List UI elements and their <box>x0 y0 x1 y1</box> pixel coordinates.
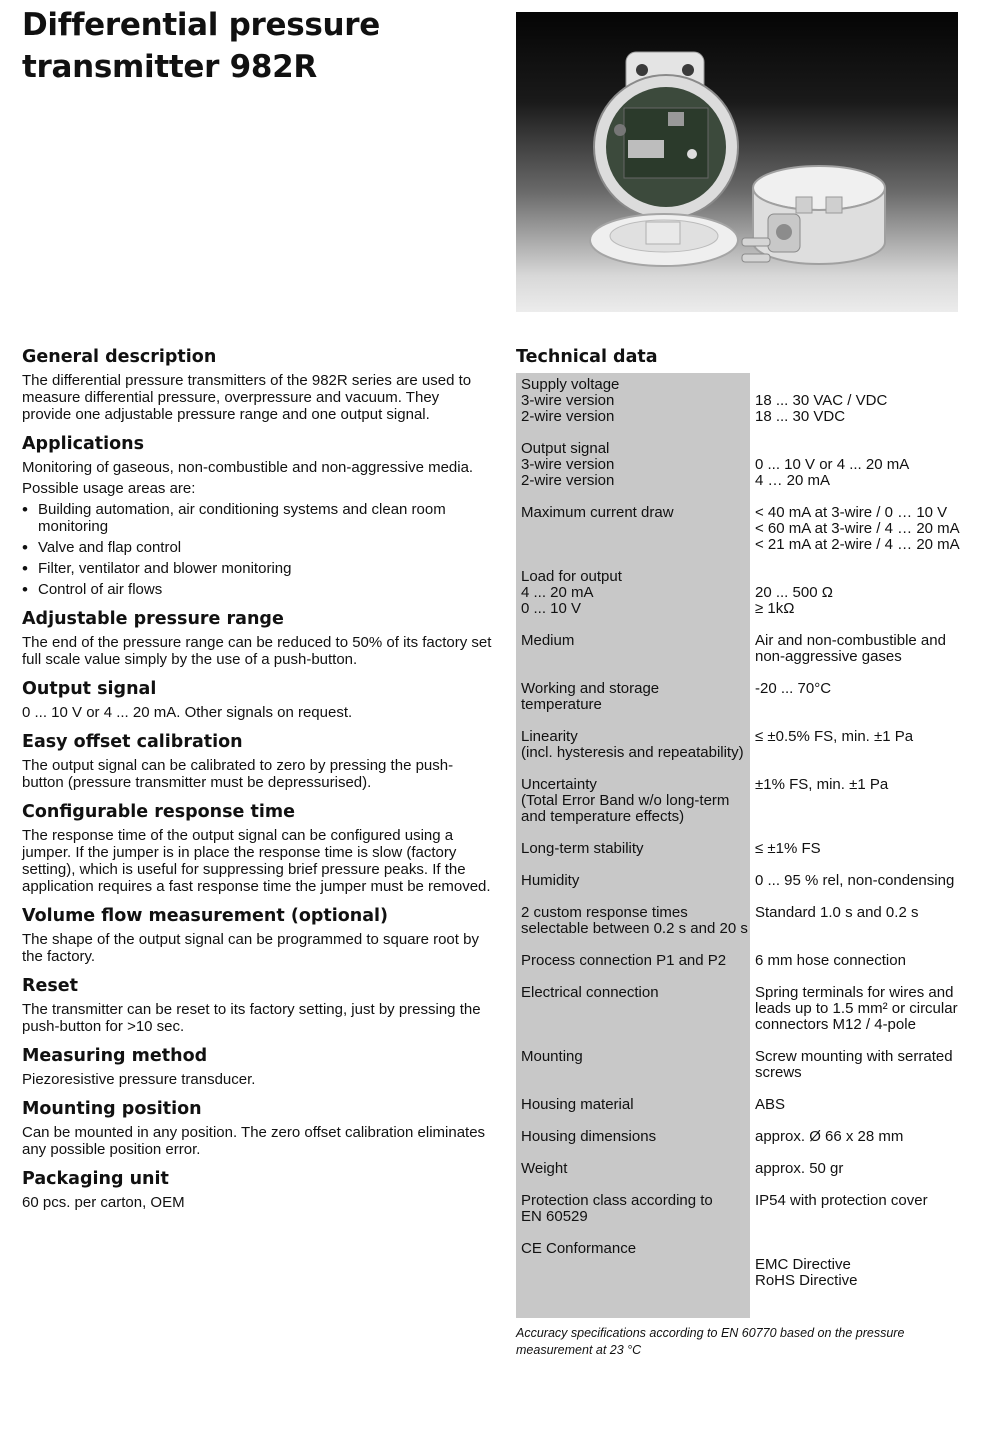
spec-value <box>750 729 976 777</box>
spec-label <box>516 777 750 841</box>
spec-label-line: EN 60529 <box>521 1208 588 1225</box>
product-illustration <box>516 12 958 312</box>
section-text: Monitoring of gaseous, non-combustible and non-aggressive media. <box>22 459 474 476</box>
spec-label <box>516 841 750 873</box>
table-row <box>516 729 976 777</box>
list-item: • Valve and flap control <box>22 539 492 556</box>
spec-value-line: RoHS Directive <box>755 1272 858 1289</box>
spec-label-line: Maximum current draw <box>521 504 674 521</box>
spec-value-line: ±1% FS, min. ±1 Pa <box>755 776 889 793</box>
spec-label-line: Uncertainty <box>521 776 597 793</box>
spec-label <box>516 905 750 953</box>
adjustable-range-section <box>22 608 492 668</box>
spec-label <box>516 569 750 633</box>
general-description-section <box>22 346 492 423</box>
spec-label-line: CE Conformance <box>521 1240 637 1257</box>
spec-label-line: Long-term stability <box>521 840 644 857</box>
section-heading: Applications <box>22 434 145 454</box>
spec-label-line: Linearity <box>521 728 578 745</box>
spec-label-line: Process connection P1 and P2 <box>521 952 727 969</box>
accuracy-footnote: Accuracy specifications according to EN 60770 based on the pressure measurement at 23 °C <box>516 1326 905 1357</box>
spec-value <box>750 377 976 441</box>
spec-value <box>750 1161 976 1193</box>
section-heading: General description <box>22 347 217 367</box>
section-heading: Measuring method <box>22 1046 208 1066</box>
spec-value-line: connectors M12 / 4-pole <box>755 1016 916 1033</box>
spec-value-line: ABS <box>755 1096 786 1113</box>
section-heading: Packaging unit <box>22 1169 169 1189</box>
technical-data-heading: Technical data <box>516 347 658 367</box>
spec-value <box>750 505 976 569</box>
spec-value-line: Standard 1.0 s and 0.2 s <box>755 904 919 921</box>
spec-value-line: 18 ... 30 VAC / VDC <box>755 392 888 409</box>
spec-label-line: 2 custom response times <box>521 904 688 921</box>
spec-label-line: (incl. hysteresis and repeatability) <box>521 744 744 761</box>
spec-value-line: -20 ... 70°C <box>755 680 832 697</box>
spec-label-line: Housing dimensions <box>521 1128 657 1145</box>
spec-label-line: Working and storage <box>521 680 660 697</box>
spec-label <box>516 377 750 441</box>
spec-label-line: selectable between 0.2 s and 20 s <box>521 920 748 937</box>
spec-value <box>750 1241 976 1305</box>
spec-value-line: < 21 mA at 2-wire / 4 … 20 mA <box>755 536 960 553</box>
spec-label <box>516 1049 750 1097</box>
spec-value <box>750 953 976 985</box>
table-row <box>516 377 976 441</box>
spec-label-line: Medium <box>521 632 575 649</box>
spec-value-line: leads up to 1.5 mm² or circular <box>755 1000 958 1017</box>
response-time-section <box>22 801 492 895</box>
page-title <box>22 4 492 88</box>
spec-value-line: approx. Ø 66 x 28 mm <box>755 1128 904 1145</box>
spec-value-line <box>755 441 976 457</box>
spec-value-line: 6 mm hose connection <box>755 952 906 969</box>
measuring-method-section <box>22 1045 492 1088</box>
spec-value <box>750 777 976 841</box>
spec-label-line: 4 ... 20 mA <box>521 584 594 601</box>
spec-value <box>750 569 976 633</box>
spec-value <box>750 873 976 905</box>
spec-value-line: 0 ... 95 % rel, non-condensing <box>755 872 955 889</box>
table-row <box>516 441 976 505</box>
list-item: • Filter, ventilator and blower monitoring <box>22 560 492 577</box>
spec-label-line: Humidity <box>521 872 580 889</box>
spec-value-line: 4 … 20 mA <box>755 472 831 489</box>
spec-label-line: Weight <box>521 1160 568 1177</box>
table-row <box>516 1097 976 1129</box>
spec-value-line <box>755 569 976 585</box>
table-row <box>516 633 976 681</box>
spec-value <box>750 985 976 1049</box>
spec-label <box>516 441 750 505</box>
section-text: The output signal can be calibrated to zero by pressing the push-button (pressure transmitter must be depressurised). <box>22 757 454 791</box>
spec-value-line: 0 ... 10 V or 4 ... 20 mA <box>755 456 910 473</box>
section-text: 0 ... 10 V or 4 ... 20 mA. Other signals on request. <box>22 704 353 721</box>
spec-value-line <box>755 1241 976 1257</box>
technical-data-table <box>516 377 976 1305</box>
spec-label-line: 0 ... 10 V <box>521 600 582 617</box>
spec-value-line: 20 ... 500 Ω <box>755 584 833 601</box>
spec-value-line: < 40 mA at 3-wire / 0 … 10 V <box>755 504 948 521</box>
left-column <box>22 346 492 1221</box>
spec-label-line: temperature <box>521 696 602 713</box>
table-row <box>516 1241 976 1305</box>
section-text: The end of the pressure range can be reduced to 50% of its factory set full scale value simply by the use of a push-button. <box>22 634 492 668</box>
table-row <box>516 1049 976 1097</box>
spec-label-line: 2-wire version <box>521 472 615 489</box>
spec-value <box>750 681 976 729</box>
mounting-position-section <box>22 1098 492 1158</box>
packaging-unit-section <box>22 1168 492 1211</box>
spec-label-line: Housing material <box>521 1096 634 1113</box>
spec-label <box>516 1241 750 1305</box>
section-heading: Reset <box>22 976 78 996</box>
list-item: • Building automation, air conditioning systems and clean room monitoring <box>22 501 492 535</box>
spec-value-line: Screw mounting with serrated <box>755 1048 953 1065</box>
spec-label <box>516 505 750 569</box>
table-row <box>516 953 976 985</box>
spec-label <box>516 985 750 1049</box>
output-signal-section <box>22 678 492 721</box>
section-text: Piezoresistive pressure transducer. <box>22 1071 256 1088</box>
spec-value-line: Air and non-combustible and <box>755 632 946 649</box>
spec-label <box>516 1097 750 1129</box>
spec-value <box>750 441 976 505</box>
table-row <box>516 1129 976 1161</box>
title-line-2: transmitter 982R <box>22 49 317 85</box>
table-row <box>516 569 976 633</box>
section-text: The response time of the output signal can be configured using a jumper. If the jumper is in place the response time is slow (factory setting), which is useful for suppressing brief pressure peaks. If the application requires a fast response time the jumper must be removed. <box>22 827 491 895</box>
spec-label-line: Mounting <box>521 1048 583 1065</box>
spec-label <box>516 729 750 777</box>
spec-value-line: < 60 mA at 3-wire / 4 … 20 mA <box>755 520 960 537</box>
usage-intro: Possible usage areas are: <box>22 480 196 497</box>
section-text: The transmitter can be reset to its factory setting, just by pressing the push-button for >10 sec. <box>22 1001 481 1035</box>
section-heading: Mounting position <box>22 1099 202 1119</box>
spec-value <box>750 1097 976 1129</box>
spec-label-line: (Total Error Band w/o long-term <box>521 792 730 809</box>
spec-label-line: Protection class according to <box>521 1192 713 1209</box>
spec-value-line <box>755 377 976 393</box>
spec-value <box>750 633 976 681</box>
spec-value-line: ≤ ±0.5% FS, min. ±1 Pa <box>755 728 914 745</box>
section-heading: Output signal <box>22 679 157 699</box>
spec-value <box>750 905 976 953</box>
table-row <box>516 985 976 1049</box>
spec-label-line: Electrical connection <box>521 984 659 1001</box>
section-text: 60 pcs. per carton, OEM <box>22 1194 185 1211</box>
spec-value-line: EMC Directive <box>755 1256 851 1273</box>
product-photo <box>516 12 958 312</box>
spec-label <box>516 873 750 905</box>
section-heading: Easy offset calibration <box>22 732 243 752</box>
spec-value <box>750 841 976 873</box>
section-heading: Volume flow measurement (optional) <box>22 906 389 926</box>
volume-flow-section <box>22 905 492 965</box>
spec-label <box>516 681 750 729</box>
offset-calibration-section <box>22 731 492 791</box>
table-row <box>516 681 976 729</box>
spec-value-line: 18 ... 30 VDC <box>755 408 846 425</box>
spec-label <box>516 1129 750 1161</box>
spec-value <box>750 1129 976 1161</box>
reset-section <box>22 975 492 1035</box>
section-heading: Configurable response time <box>22 802 295 822</box>
spec-label <box>516 1193 750 1241</box>
spec-value-line: non-aggressive gases <box>755 648 902 665</box>
spec-value-line: approx. 50 gr <box>755 1160 844 1177</box>
spec-label-line: Load for output <box>521 568 622 585</box>
table-row <box>516 777 976 841</box>
spec-label-line: 2-wire version <box>521 408 615 425</box>
table-row <box>516 873 976 905</box>
spec-value-line: ≤ ±1% FS <box>755 840 821 857</box>
spec-label-line: Output signal <box>521 440 610 457</box>
table-row <box>516 1193 976 1241</box>
spec-label <box>516 633 750 681</box>
list-item: • Control of air flows <box>22 581 492 598</box>
table-row <box>516 905 976 953</box>
spec-label-line: 3-wire version <box>521 392 615 409</box>
section-heading: Adjustable pressure range <box>22 609 284 629</box>
table-row <box>516 505 976 569</box>
table-row <box>516 841 976 873</box>
spec-value-line: Spring terminals for wires and <box>755 984 954 1001</box>
spec-label-line: and temperature effects) <box>521 808 685 825</box>
usage-list <box>22 501 492 598</box>
title-line-1: Differential pressure <box>22 7 381 43</box>
section-text: Can be mounted in any position. The zero offset calibration eliminates any possible position error. <box>22 1124 486 1158</box>
spec-value-line: screws <box>755 1064 802 1081</box>
spec-label-line: 3-wire version <box>521 456 615 473</box>
spec-value-line: IP54 with protection cover <box>755 1192 928 1209</box>
spec-value <box>750 1193 976 1241</box>
spec-value-line: ≥ 1kΩ <box>755 600 795 617</box>
spec-label <box>516 953 750 985</box>
section-text: The differential pressure transmitters of the 982R series are used to measure differential pressure, overpressure and vacuum. They provide one adjustable pressure range and one output signal. <box>22 372 472 423</box>
section-text: The shape of the output signal can be programmed to square root by the factory. <box>22 931 479 965</box>
spec-value <box>750 1049 976 1097</box>
spec-label-line: Supply voltage <box>521 376 620 393</box>
applications-section <box>22 433 492 598</box>
spec-label <box>516 1161 750 1193</box>
table-row <box>516 1161 976 1193</box>
